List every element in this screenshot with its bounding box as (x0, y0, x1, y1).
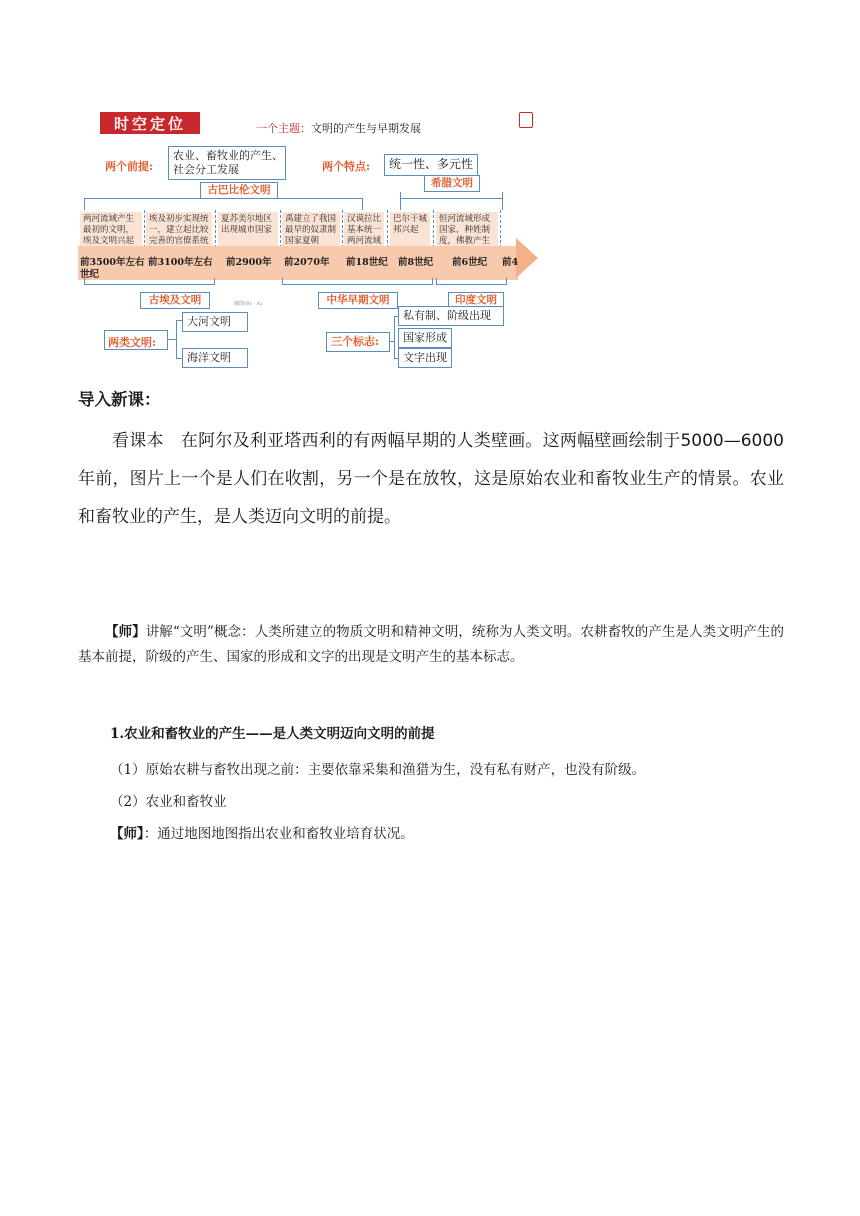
teacher-text: 讲解“文明”概念：人类所建立的物质文明和精神文明，统称为人类文明。农耕畜牧的产生是人类文明产生的基本前提，阶级的产生、国家的形成和文字的出现是文明产生的基本标志。 (78, 624, 785, 665)
china-bracket-right (432, 278, 433, 285)
greece-bracket-left (400, 192, 401, 210)
teacher-tag: 【师】 (105, 624, 146, 640)
event-box: 两河流域产生最初的文明，埃及文明兴起 (80, 212, 142, 246)
babylon-civ: 古巴比伦文明 (200, 182, 278, 199)
event-box: 埃及初步实现统一，建立起比较完善的官僚系统 (146, 212, 212, 246)
event-box: 恒河流域形成国家，种姓制度，佛教产生 (436, 212, 498, 246)
date-label: 前3100年左右 (148, 257, 213, 268)
upper-bracket-right (362, 198, 363, 210)
event-box: 夏苏美尔地区出现城市国家 (218, 212, 278, 246)
marks-bracket (394, 316, 395, 358)
two-features-label: 两个特点: (322, 160, 371, 173)
greece-civ: 希腊文明 (424, 175, 480, 192)
date-label: 前18世纪 (346, 257, 388, 268)
date-label: 前8世纪 (398, 257, 434, 268)
china-civ: 中华早期文明 (318, 292, 398, 309)
teacher-paragraph (78, 620, 784, 670)
separator (387, 210, 388, 248)
teacher-text-2: ：通过地图地图指出农业和畜牧业培育状况。 (143, 826, 414, 842)
greece-bracket-line (400, 198, 502, 199)
egypt-civ: 古埃及文明 (140, 292, 210, 309)
event-box: 巴尔干城邦兴起 (390, 212, 430, 246)
upper-bracket-left (84, 198, 85, 210)
two-types-box (104, 330, 168, 350)
features-box: 统一性、多元性 (384, 154, 478, 176)
premise-line2: 社会分工发展 (173, 163, 239, 176)
teacher-note-2 (110, 822, 414, 842)
figure-title-tag: 时空定位 (100, 112, 200, 134)
intro-paragraph: 看课本 在阿尔及利亚塔西利的有两幅早期的人类壁画。这两幅壁画绘制于5000—6000年前，图片上一个是人们在收割，另一个是在放牧，这是原始农业和畜牧业生产的情景。农业和畜牧业的产生，是人类迈向文明的前提。 (78, 431, 784, 527)
separator (342, 210, 343, 248)
date-label: 前2070年 (284, 257, 330, 268)
date-label: 世纪 (80, 269, 100, 280)
figure-theme (256, 120, 421, 136)
types-stem (168, 339, 176, 340)
egypt-bracket (84, 284, 214, 285)
marks-stem (390, 341, 394, 342)
section-title: 1.农业和畜牧业的产生——是人类文明迈向文明的前提 (110, 726, 435, 742)
india-bracket-left (436, 278, 437, 285)
timeline-arrow-icon (516, 238, 538, 278)
india-civ: 印度文明 (448, 292, 504, 309)
teacher-tag-2: 【师】 (110, 826, 144, 842)
separator (215, 210, 216, 248)
river-civ-box: 大河文明 (182, 312, 248, 332)
china-bracket (282, 284, 432, 285)
date-label: 前3500年左右 (80, 257, 145, 268)
china-bracket-left (282, 278, 283, 285)
intro-heading: 导入新课： (78, 390, 161, 409)
premise-box (168, 146, 286, 180)
separator (433, 210, 434, 248)
point-1: （1）原始农耕与畜牧出现之前：主要依靠采集和渔猎为生，没有私有财产，也没有阶级。 (110, 762, 646, 778)
mark-box: 文字出现 (398, 348, 452, 368)
ocean-civ-box: 海洋文明 (182, 348, 248, 368)
theme-text: 文明的产生与早期发展 (311, 122, 421, 135)
india-bracket-right (506, 278, 507, 285)
date-label: 前4 (502, 257, 519, 268)
premise-line1: 农业、畜牧业的产生、 (173, 149, 283, 162)
timeline-figure (78, 106, 538, 370)
event-box: 禹建立了我国最早的奴隶制国家夏朝 (282, 212, 340, 246)
india-bracket (436, 284, 506, 285)
date-label: 前6世纪 (452, 257, 488, 268)
point-2: （2）农业和畜牧业 (110, 794, 227, 810)
separator (144, 210, 145, 248)
theme-prefix: 一个主题： (256, 122, 311, 135)
mark-box: 私有制、阶级出现 (398, 306, 504, 326)
separator (280, 210, 281, 248)
seal-icon (519, 112, 533, 128)
mark-box: 国家形成 (398, 328, 452, 348)
greece-bracket-right (502, 192, 503, 210)
tiny-note: 插图(R) · A) (234, 301, 262, 307)
event-box: 汉谟拉比基本统一两河流域 (344, 212, 384, 246)
separator (500, 210, 501, 248)
two-premises-label: 两个前提: (105, 160, 154, 173)
types-bracket (176, 320, 177, 358)
two-types-label: 两类文明: (108, 336, 157, 349)
egypt-bracket-left (84, 278, 85, 285)
three-marks-label: 三个标志: (326, 332, 390, 352)
date-label: 前2900年 (226, 257, 272, 268)
egypt-bracket-right (214, 278, 215, 285)
